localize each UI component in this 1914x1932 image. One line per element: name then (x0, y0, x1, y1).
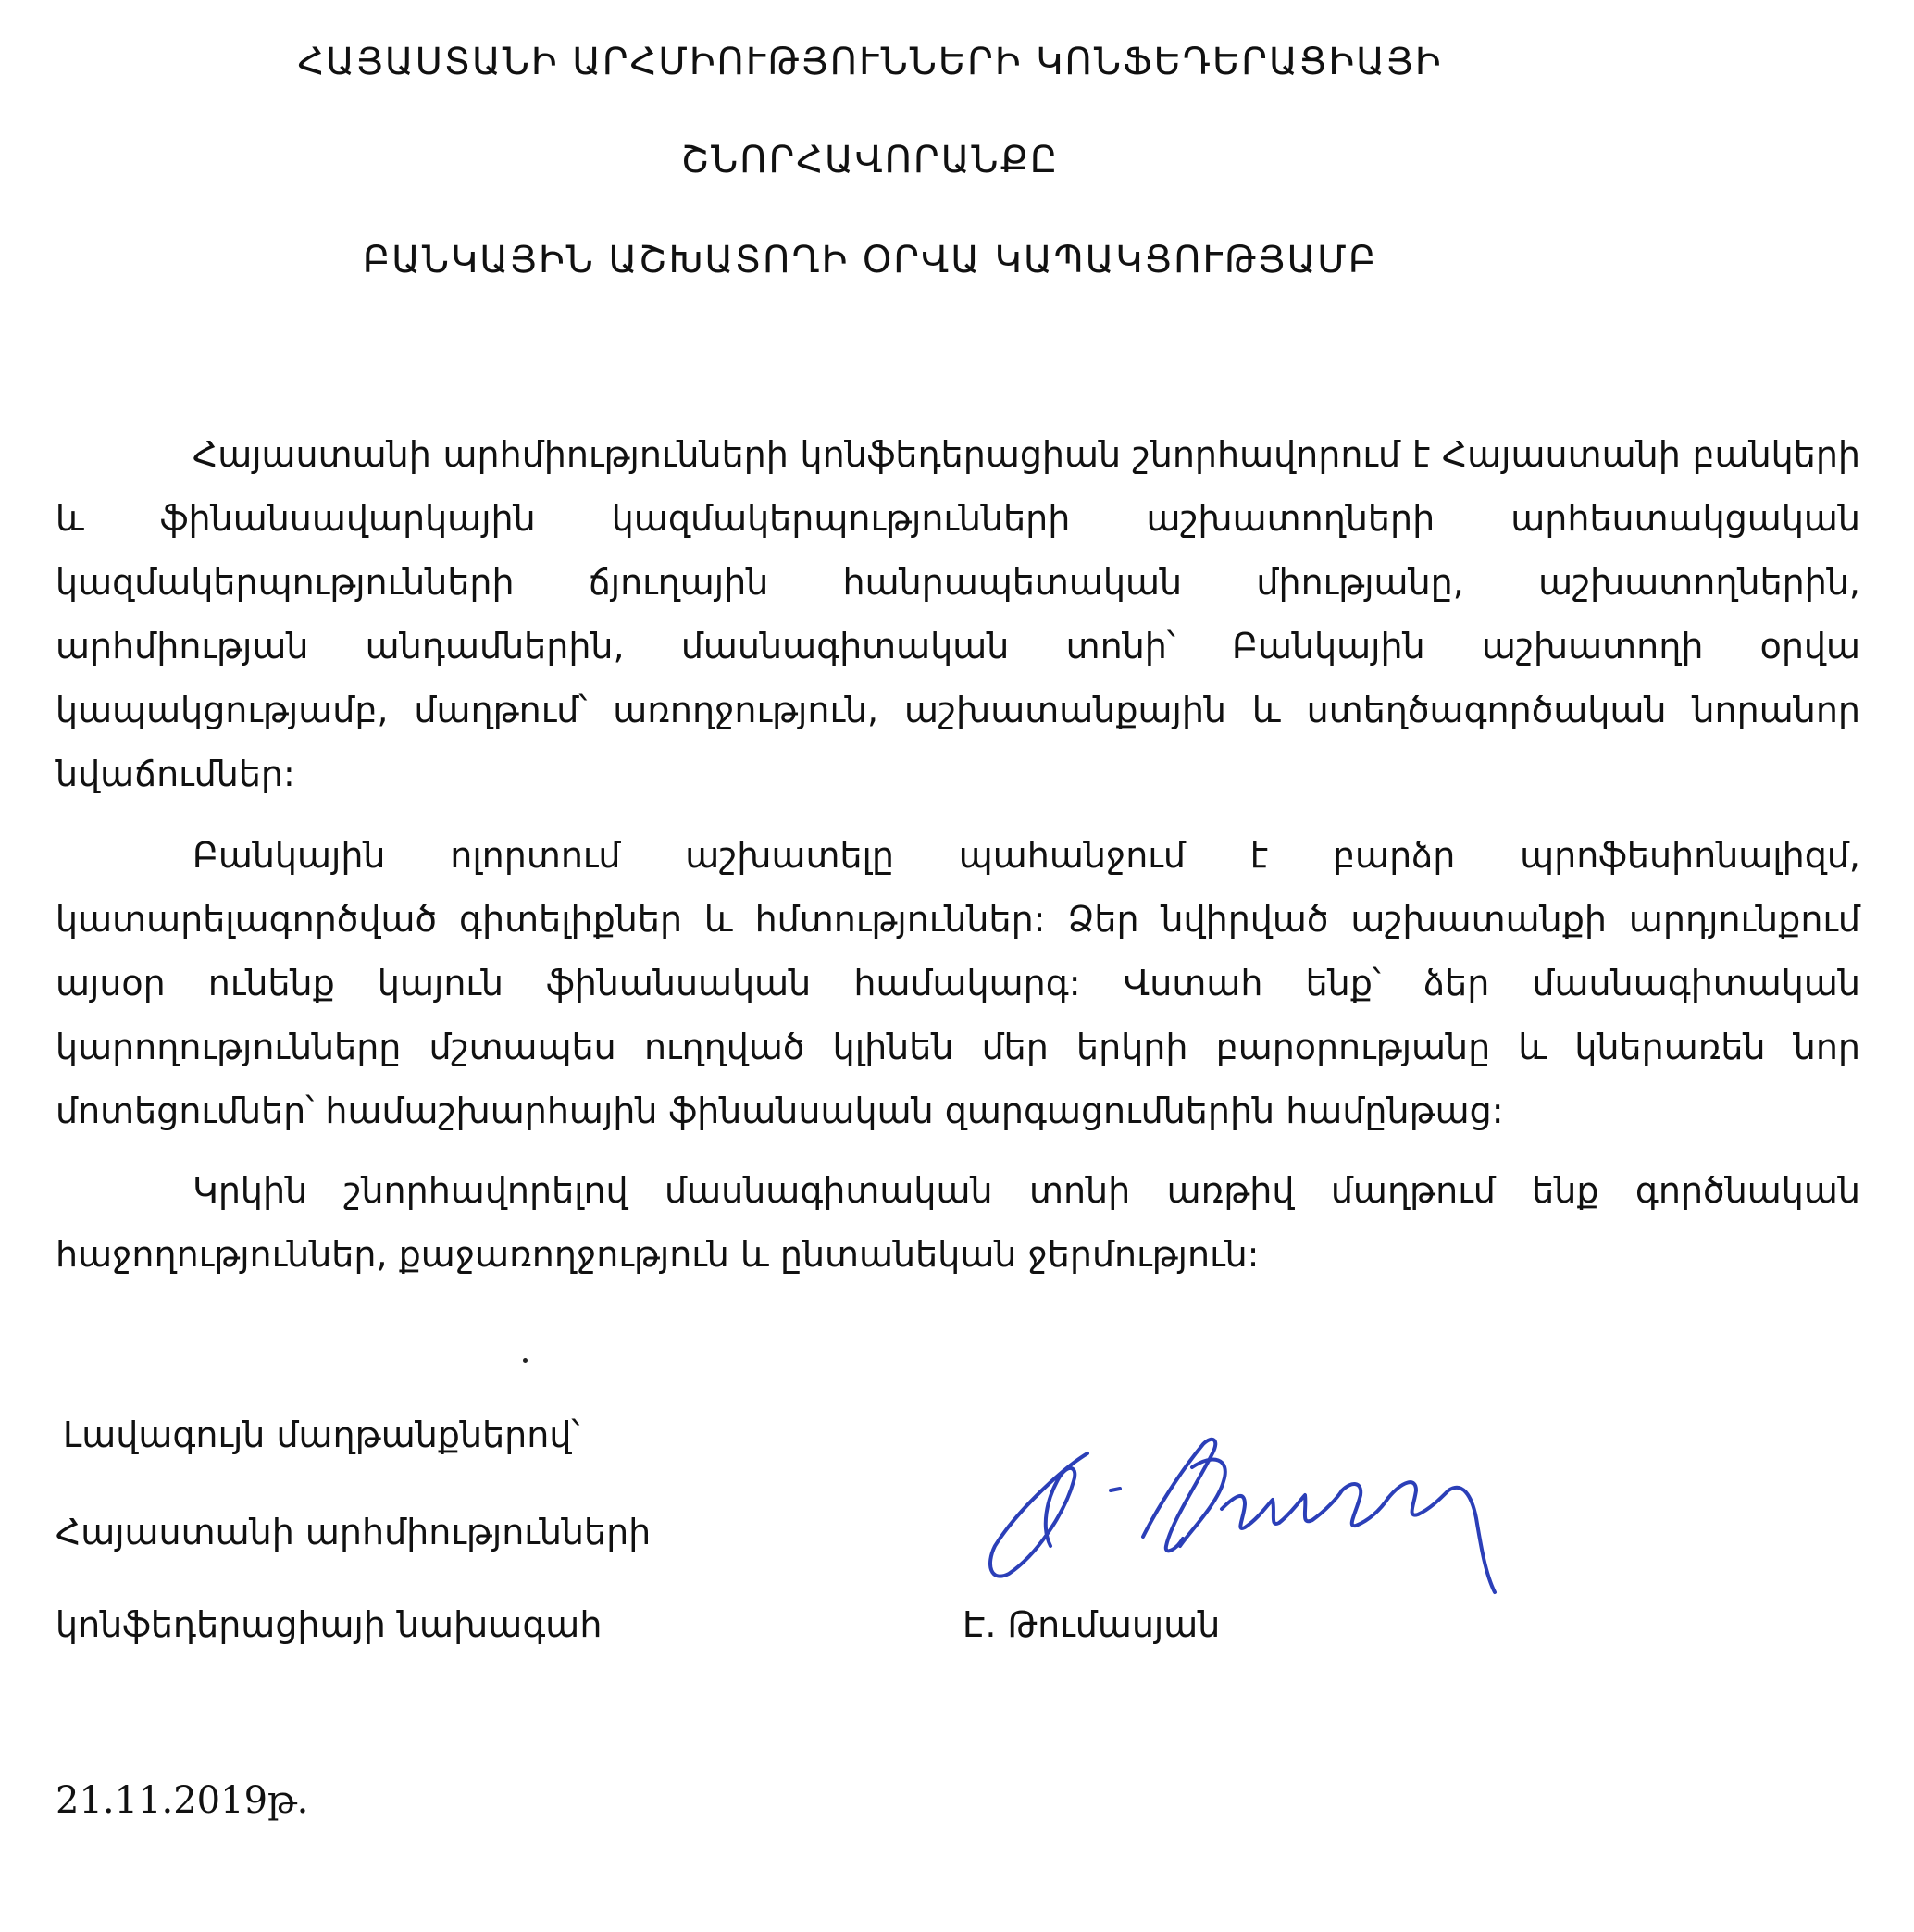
signer-name: Է. Թումասյան (963, 1604, 1221, 1645)
letter-heading-organization: ՀԱՅԱՍՏԱՆԻ ԱՐՀՄԻՈՒԹՅՈՒՆՆԵՐԻ ԿՈՆՖԵԴԵՐԱՑԻԱՅԻ (297, 41, 1443, 83)
letter-heading-occasion: ԲԱՆԿԱՅԻՆ ԱՇԽԱՏՈՂԻ ՕՐՎԱ ԿԱՊԱԿՑՈՒԹՅԱՄԲ (362, 239, 1378, 281)
handwritten-signature (981, 1426, 1536, 1602)
letter-heading-greeting: ՇՆՈՐՀԱՎՈՐԱՆՔԸ (680, 139, 1060, 181)
body-paragraph-3: Կրկին շնորհավորելով մասնագիտական տոնի առթիվ մաղթում ենք գործնական հաջողություններ, քաջառողջություն և ընտանեկան ջերմություն: (56, 1170, 1860, 1275)
stray-dot (523, 1358, 528, 1363)
body-paragraph-1: Հայաստանի արհմիությունների կոնֆեդերացիան շնորհավորում է Հայաստանի բանկերի և ֆինանսավարկային կազմակերպությունների աշխատողների արհեստակցական կազմակերպությունների ճյուղային հանրապետական միությանը, աշխատողներին, արհմիության անդամներին, մասնագիտական տոնի՝ Բանկային աշխատողի օրվա կապակցությամբ, մաղթում՝ առողջություն, աշխատանքային և ստեղծագործական նորանոր նվաճումներ: (56, 434, 1860, 794)
signer-title-line-1: Հայաստանի արհմիությունների (56, 1512, 652, 1552)
body-paragraph-2: Բանկային ոլորտում աշխատելը պահանջում է բարձր պրոֆեսիոնալիզմ, կատարելագործված գիտելիքներ և հմտություններ: Ձեր նվիրված աշխատանքի արդյունքում այսօր ունենք կայուն ֆինանսական համակարգ: Վստահ ենք՝ ձեր մասնագիտական կարողությունները մշտապես ուղղված կլինեն մեր երկրի բարօրությանը և կներառեն նոր մոտեցումներ՝ համաշխարհային ֆինանսական զարգացումներին համընթաց: (56, 835, 1860, 1131)
signer-title-line-2: կոնֆեդերացիայի նախագահ (56, 1604, 603, 1645)
letter-date: 21.11.2019թ. (56, 1779, 309, 1822)
closing-regards: Լավագույն մաղթանքներով՝ (63, 1415, 580, 1455)
